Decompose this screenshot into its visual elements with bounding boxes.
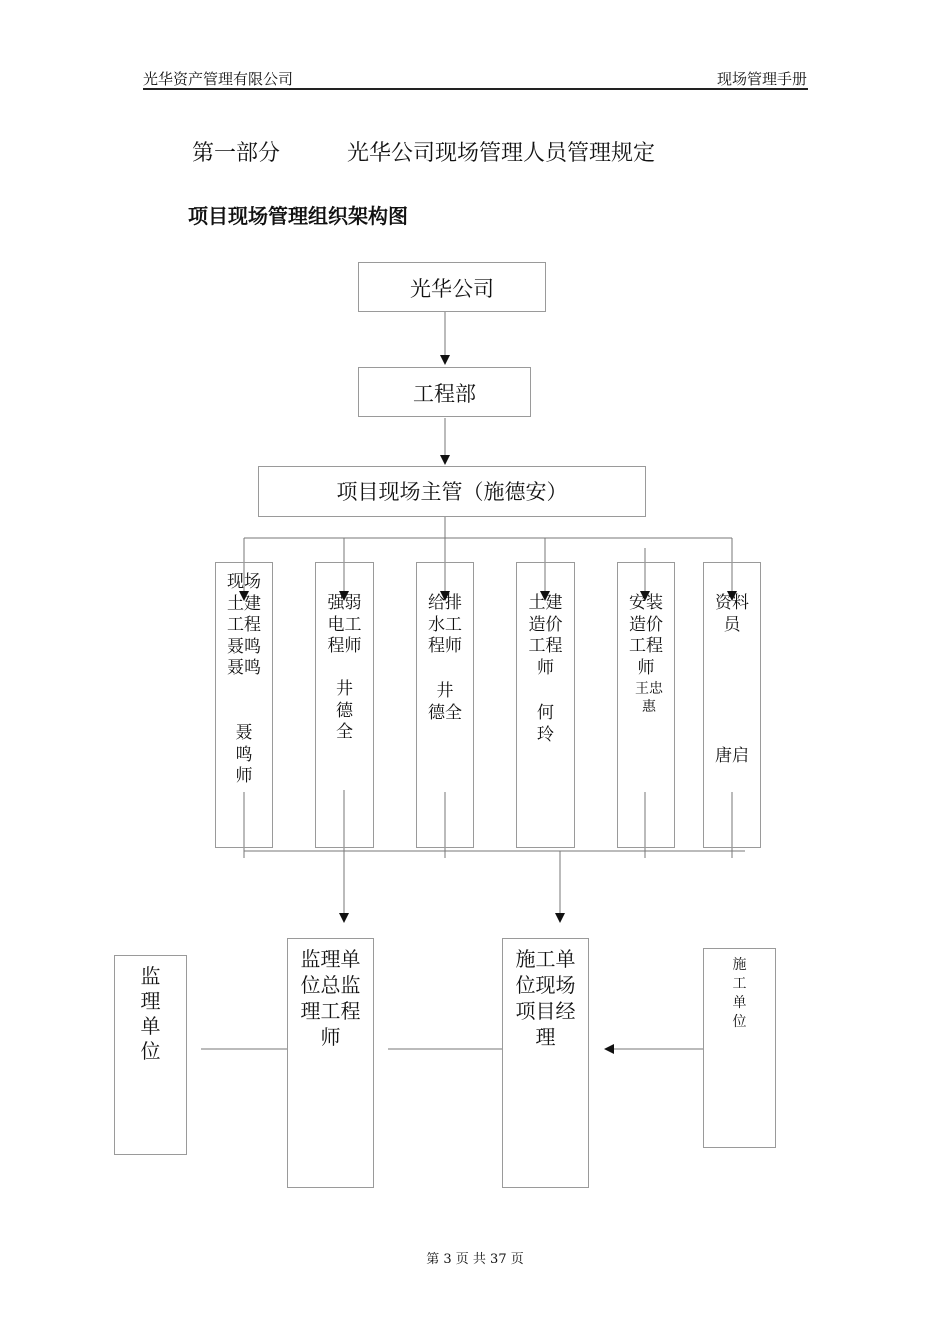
header-manual-title: 现场管理手册 <box>716 70 807 88</box>
node-department-label: 工程部 <box>413 382 476 406</box>
role-civil-engineer-title: 现场 土建 工程 聂鸣 聂鸣 <box>227 572 261 678</box>
role-electrical-engineer-title: 强弱 电工 程师 <box>327 593 362 656</box>
node-construction-unit-label: 施 工 单 位 <box>732 957 747 1030</box>
node-supervisor <box>258 466 646 517</box>
part-label: 第一部分 <box>192 141 281 166</box>
node-chief-supervisor-label: 监理单 位总监 理工程 师 <box>300 947 361 1049</box>
role-installation-cost-engineer-title: 安装 造价 工程 师 <box>629 593 663 678</box>
node-construction-pm-label: 施工单 位现场 项目经 理 <box>515 947 576 1049</box>
role-civil-engineer-person: 聂 鸣 师 <box>235 723 253 786</box>
node-company-label: 光华公司 <box>410 277 494 301</box>
role-electrical-engineer-person: 井 德 全 <box>336 679 353 742</box>
page-number: 第 3 页 共 37 页 <box>426 1252 524 1267</box>
section-title: 光华公司现场管理人员管理规定 <box>347 141 656 166</box>
role-civil-cost-engineer-person: 何 玲 <box>537 703 554 745</box>
role-plumbing-engineer-person: 井 德全 <box>428 681 462 723</box>
node-supervisor-label: 项目现场主管（施德安） <box>336 480 568 504</box>
role-installation-cost-engineer-person: 王忠 惠 <box>635 681 663 715</box>
role-civil-cost-engineer-title: 土建 造价 工程 师 <box>528 593 563 678</box>
node-company <box>358 262 546 312</box>
chart-subtitle: 项目现场管理组织架构图 <box>188 204 408 228</box>
node-department <box>358 367 531 417</box>
header-company: 光华资产管理有限公司 <box>143 70 294 88</box>
role-plumbing-engineer-title: 给排 水工 程师 <box>428 593 462 656</box>
node-supervision-unit-label: 监 理 单 位 <box>140 964 161 1063</box>
role-document-clerk-title: 资料 员 <box>715 593 749 635</box>
role-document-clerk-person: 唐启 <box>715 746 749 766</box>
